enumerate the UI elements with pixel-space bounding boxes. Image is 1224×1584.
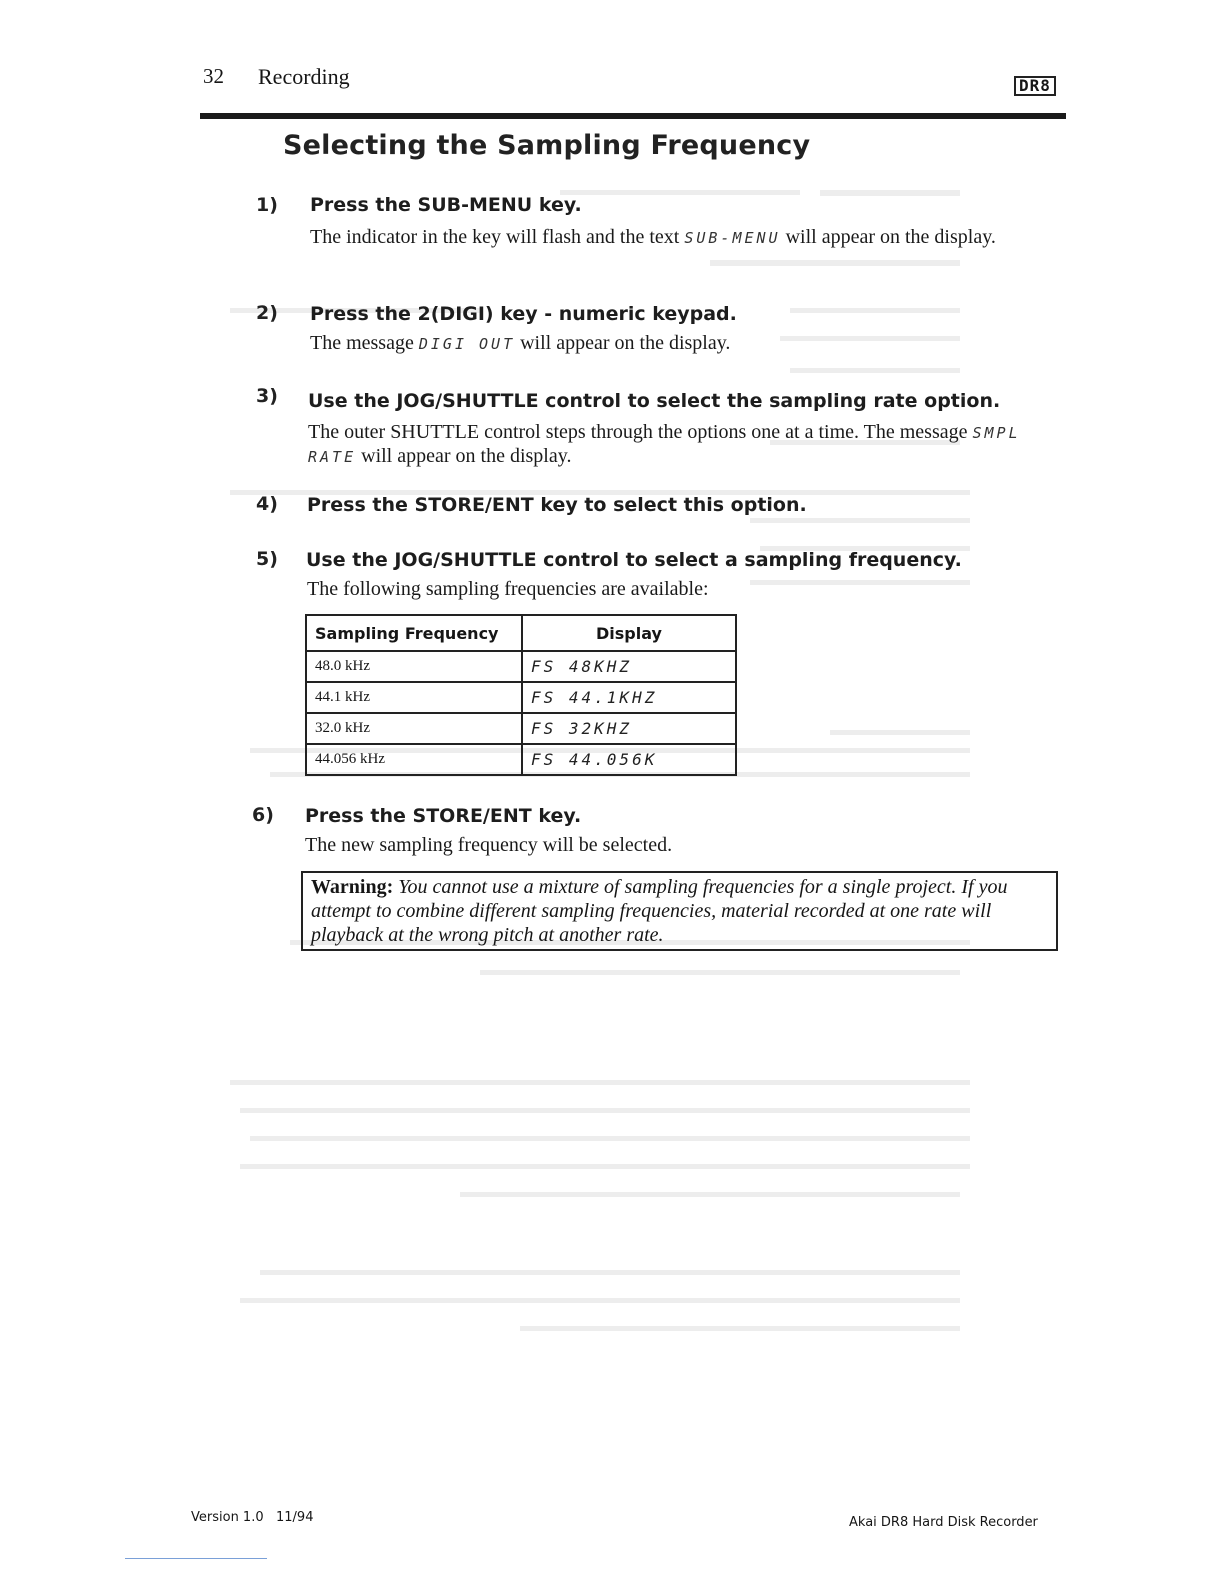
step-3-number: 3) (256, 385, 278, 407)
lcd-smpl-rate: SMPL RATE (308, 424, 1021, 466)
page-number: 32 (203, 64, 224, 88)
warning-box (301, 871, 1058, 951)
warning-label: Warning: (311, 876, 394, 898)
step-2-heading: Press the 2(DIGI) key - numeric keypad. (310, 303, 737, 325)
footer-product: Akai DR8 Hard Disk Recorder (849, 1515, 1038, 1530)
step-3-text: The outer SHUTTLE control steps through the options one at a time. The message SMPL RATE will appear on the display. (308, 421, 1021, 467)
footer-version: Version 1.0 11/94 (191, 1510, 314, 1525)
cell-frequency: 44.1 kHz (306, 682, 522, 713)
cell-display: FS 44.056K (522, 744, 736, 775)
section-title: Recording (258, 64, 350, 89)
step-1-text: The indicator in the key will flash and the text SUB-MENU will appear on the display. (310, 226, 996, 248)
table-row (306, 682, 736, 713)
lcd-digi-out: DIGI OUT (418, 335, 516, 353)
lcd-sub-menu: SUB-MENU (684, 229, 781, 247)
step-6-number: 6) (252, 804, 274, 826)
step-6-text: The new sampling frequency will be selected. (305, 834, 673, 856)
dr8-logo: DR8 (1014, 76, 1056, 96)
table-header-row (306, 615, 736, 651)
step-1-number: 1) (256, 194, 278, 216)
header-display: Display (522, 615, 736, 651)
table-row (306, 651, 736, 682)
step-4-number: 4) (256, 493, 278, 515)
footer-line (125, 1558, 267, 1559)
cell-display: FS 48KHZ (522, 651, 736, 682)
step-5-heading: Use the JOG/SHUTTLE control to select a sampling frequency. (306, 549, 962, 571)
table-row (306, 744, 736, 775)
header-sampling-frequency: Sampling Frequency (306, 615, 522, 651)
warning-text: You cannot use a mixture of sampling frequencies for a single project. If you attempt to combine different sampling frequencies, material recorded at one rate will playback at the wrong pitch at another rate. (311, 876, 1008, 946)
step-3-heading: Use the JOG/SHUTTLE control to select the sampling rate option. (308, 390, 1001, 412)
cell-frequency: 32.0 kHz (306, 713, 522, 744)
step-1-heading: Press the SUB-MENU key. (310, 194, 582, 216)
step-2-number: 2) (256, 302, 278, 324)
cell-frequency: 44.056 kHz (306, 744, 522, 775)
frequency-table (305, 614, 737, 776)
step-5-number: 5) (256, 548, 278, 570)
table-row (306, 713, 736, 744)
cell-display: FS 44.1KHZ (522, 682, 736, 713)
step-6-heading: Press the STORE/ENT key. (305, 805, 582, 827)
cell-frequency: 48.0 kHz (306, 651, 522, 682)
step-4-heading: Press the STORE/ENT key to select this option. (307, 494, 807, 516)
header-rule (200, 113, 1066, 119)
cell-display: FS 32KHZ (522, 713, 736, 744)
step-5-text: The following sampling frequencies are available: (307, 578, 709, 600)
step-2-text: The message DIGI OUT will appear on the display. (310, 332, 731, 354)
page-title: Selecting the Sampling Frequency (283, 130, 811, 161)
